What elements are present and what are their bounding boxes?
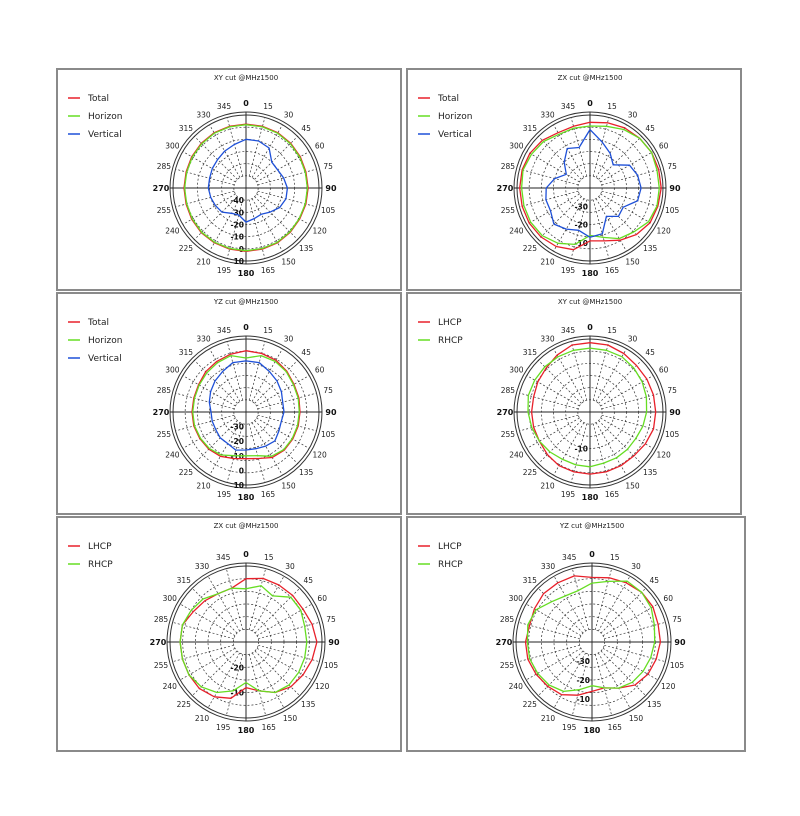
angle-label: 345 (216, 101, 232, 111)
grid-spoke (599, 197, 642, 240)
angle-label: 135 (301, 700, 316, 710)
angle-label: 345 (216, 325, 232, 335)
angle-label: 90 (325, 408, 337, 417)
angle-label: 120 (656, 450, 671, 460)
legend-label-vertical: Vertical (438, 130, 472, 140)
angle-label: 345 (560, 101, 576, 111)
angle-label: 135 (642, 244, 658, 254)
angle-label: 210 (196, 257, 211, 267)
angle-label: 330 (540, 334, 555, 344)
angle-label: 135 (647, 700, 662, 710)
polar-chart-zx-cut (406, 68, 742, 291)
radial-tick-label: -30 (230, 422, 244, 432)
angle-label: 255 (500, 429, 516, 439)
legend-label-total: Total (438, 94, 460, 104)
polar-plot (408, 518, 744, 750)
angle-label: 75 (672, 615, 682, 625)
radial-tick-label: -20 (230, 220, 244, 230)
radial-tick-label: -30 (576, 657, 590, 666)
angle-label: 120 (312, 450, 327, 460)
radial-tick-label: -20 (230, 437, 244, 447)
legend-label-horizon: Horizon (88, 336, 123, 346)
grid-spoke (519, 169, 578, 185)
radial-tick-label: 10 (233, 257, 244, 266)
angle-label: 345 (560, 325, 576, 335)
chart-title: ZX cut @MHz1500 (557, 74, 623, 82)
angle-label: 225 (178, 244, 194, 254)
grid-spoke (226, 569, 242, 630)
angle-label: 180 (581, 493, 599, 502)
angle-label: 75 (323, 162, 333, 172)
angle-label: 255 (153, 660, 169, 670)
angle-label: 345 (216, 552, 231, 562)
legend-label-vertical: Vertical (88, 130, 122, 140)
angle-label: 120 (656, 226, 671, 236)
angle-label: 180 (237, 269, 255, 278)
angle-label: 240 (509, 450, 524, 460)
angle-label: 120 (661, 682, 676, 691)
angle-label: 165 (604, 266, 620, 276)
angle-label: 75 (667, 386, 677, 396)
angle-label: 300 (509, 141, 524, 151)
angle-label: 270 (496, 408, 514, 417)
grid-spoke (255, 197, 298, 240)
grid-spoke (194, 136, 237, 179)
angle-label: 255 (500, 205, 516, 215)
grid-spoke (175, 393, 234, 409)
polar-chart-yz-cut-cp (406, 516, 746, 752)
angle-label: 60 (658, 141, 669, 151)
angle-label: 105 (669, 660, 685, 670)
angle-label: 195 (216, 723, 231, 733)
angle-label: 30 (283, 334, 294, 344)
angle-label: 30 (285, 561, 295, 571)
angle-label: 300 (508, 594, 523, 603)
angle-label: 45 (649, 575, 659, 585)
grid-spoke (249, 654, 265, 715)
angle-label: 90 (674, 638, 686, 647)
grid-spoke (595, 654, 611, 715)
angle-label: 165 (260, 490, 276, 500)
angle-label: 0 (243, 550, 249, 559)
angle-label: 285 (153, 615, 169, 625)
angle-label: 255 (156, 205, 172, 215)
series-line-lhcp (526, 576, 661, 695)
angle-label: 150 (625, 481, 640, 491)
polar-chart-xy-cut-cp (406, 292, 742, 515)
angle-label: 315 (178, 347, 194, 357)
angle-label: 30 (631, 561, 641, 571)
angle-label: 255 (499, 660, 515, 670)
angle-label: 180 (581, 269, 599, 278)
radial-tick-label: -10 (574, 444, 588, 454)
angle-label: 210 (540, 257, 555, 267)
angle-label: 225 (522, 700, 537, 710)
grid-spoke (255, 651, 300, 696)
grid-spoke (602, 169, 661, 185)
polar-chart-yz-cut (56, 292, 402, 515)
angle-label: 165 (607, 723, 622, 733)
angle-label: 0 (243, 99, 249, 108)
angle-label: 210 (540, 481, 555, 491)
angle-label: 330 (540, 561, 556, 571)
angle-label: 240 (508, 682, 523, 691)
angle-label: 225 (178, 468, 194, 478)
angle-label: 240 (165, 450, 180, 460)
angle-label: 195 (560, 490, 576, 500)
angle-label: 225 (522, 468, 538, 478)
angle-label: 330 (196, 334, 211, 344)
angle-label: 15 (607, 101, 617, 111)
angle-label: 30 (627, 334, 638, 344)
angle-label: 60 (314, 141, 325, 151)
angle-label: 315 (522, 575, 537, 585)
angle-label: 195 (560, 266, 576, 276)
angle-label: 105 (320, 429, 336, 439)
angle-label: 75 (667, 162, 677, 172)
polar-plot (58, 518, 400, 750)
grid-spoke (249, 424, 265, 483)
angle-label: 60 (658, 365, 669, 375)
grid-spoke (602, 393, 661, 409)
radial-tick-label: 0 (238, 244, 244, 254)
angle-label: 285 (156, 162, 172, 172)
radial-tick-label: 10 (233, 481, 244, 490)
angle-label: 45 (645, 123, 655, 133)
angle-label: 330 (196, 110, 211, 120)
angle-label: 15 (263, 101, 273, 111)
legend-label-rhcp: RHCP (438, 560, 463, 570)
angle-label: 300 (509, 365, 524, 375)
series-line-rhcp (180, 586, 307, 693)
angle-label: 60 (663, 594, 673, 603)
angle-label: 0 (589, 550, 595, 559)
angle-label: 135 (642, 468, 658, 478)
grid-spoke (258, 415, 317, 431)
radial-tick-label: -10 (230, 232, 244, 242)
angle-label: 30 (283, 110, 294, 120)
radial-tick-label: -20 (576, 676, 590, 685)
grid-spoke (175, 415, 234, 431)
legend-label-lhcp: LHCP (438, 318, 462, 328)
legend-label-total: Total (88, 94, 110, 104)
series-line-vertical (546, 130, 641, 238)
angle-label: 105 (320, 205, 336, 215)
angle-label: 330 (540, 110, 555, 120)
legend-label-vertical: Vertical (88, 354, 122, 364)
angle-label: 165 (261, 723, 276, 733)
angle-label: 240 (165, 226, 180, 236)
angle-label: 15 (263, 325, 273, 335)
angle-label: 315 (176, 575, 191, 585)
angle-label: 105 (323, 660, 339, 670)
angle-label: 0 (587, 323, 593, 332)
angle-label: 270 (496, 184, 514, 193)
grid-spoke (258, 645, 319, 661)
angle-label: 195 (562, 723, 577, 733)
grid-spoke (519, 191, 578, 207)
grid-spoke (593, 200, 609, 259)
legend-label-total: Total (88, 318, 110, 328)
angle-label: 165 (604, 490, 620, 500)
grid-spoke (538, 588, 583, 633)
chart-title: ZX cut @MHz1500 (213, 522, 279, 530)
angle-label: 165 (260, 266, 276, 276)
polar-chart-zx-cut-cp (56, 516, 402, 752)
series-line-horizon (522, 123, 660, 244)
angle-label: 135 (298, 244, 314, 254)
angle-label: 60 (317, 594, 327, 603)
angle-label: 210 (194, 714, 210, 724)
radial-tick-label: -10 (574, 238, 588, 248)
legend-label-lhcp: LHCP (88, 542, 112, 552)
polar-plot (408, 70, 740, 289)
angle-label: 285 (499, 615, 515, 625)
radial-tick-label: -10 (230, 688, 244, 698)
angle-label: 45 (645, 347, 655, 357)
angle-label: 0 (587, 99, 593, 108)
angle-label: 300 (165, 141, 180, 151)
grid-spoke (604, 622, 665, 638)
angle-label: 300 (162, 594, 177, 603)
angle-label: 150 (281, 257, 296, 267)
grid-spoke (599, 421, 642, 464)
grid-spoke (249, 341, 265, 400)
legend-label-horizon: Horizon (438, 112, 473, 122)
angle-label: 30 (627, 110, 638, 120)
grid-spoke (602, 415, 661, 431)
angle-label: 120 (315, 682, 330, 691)
angle-label: 225 (176, 700, 191, 710)
series-line-rhcp (527, 581, 654, 691)
angle-label: 210 (196, 481, 211, 491)
radial-tick-label: 0 (238, 466, 244, 476)
grid-spoke (599, 360, 642, 403)
angle-label: 90 (328, 638, 340, 647)
angle-label: 135 (298, 468, 314, 478)
angle-label: 195 (216, 266, 232, 276)
series-line-vertical (209, 361, 284, 450)
legend-label-rhcp: RHCP (88, 560, 113, 570)
grid-spoke (601, 588, 646, 633)
grid-spoke (602, 191, 661, 207)
angle-label: 270 (495, 638, 513, 647)
angle-label: 105 (664, 205, 680, 215)
radial-tick-label: -30 (230, 208, 244, 218)
polar-plot (408, 294, 740, 513)
angle-label: 150 (282, 714, 298, 724)
radial-tick-label: -40 (230, 196, 244, 206)
angle-label: 75 (326, 615, 336, 625)
angle-label: 210 (540, 714, 556, 724)
chart-title: YZ cut @MHz1500 (559, 522, 625, 530)
angle-label: 45 (301, 123, 311, 133)
angle-label: 285 (500, 386, 516, 396)
radial-tick-label: -10 (576, 695, 590, 704)
legend-label-rhcp: RHCP (438, 336, 463, 346)
chart-title: XY cut @MHz1500 (557, 298, 623, 306)
legend-label-horizon: Horizon (88, 112, 123, 122)
angle-label: 180 (237, 493, 255, 502)
radial-tick-label: -20 (574, 220, 588, 230)
grid-spoke (227, 341, 243, 400)
grid-spoke (572, 569, 588, 630)
angle-label: 120 (312, 226, 327, 236)
polar-plot (58, 70, 400, 289)
angle-label: 180 (583, 726, 601, 735)
chart-title: YZ cut @MHz1500 (213, 298, 279, 306)
angle-label: 75 (323, 386, 333, 396)
angle-label: 15 (610, 552, 620, 562)
angle-label: 90 (325, 184, 337, 193)
grid-spoke (258, 393, 317, 409)
grid-spoke (519, 415, 578, 431)
angle-label: 285 (500, 162, 516, 172)
angle-label: 330 (194, 561, 210, 571)
angle-label: 150 (625, 257, 640, 267)
grid-spoke (258, 622, 319, 638)
angle-label: 315 (178, 123, 194, 133)
angle-label: 150 (281, 481, 296, 491)
angle-label: 315 (522, 123, 538, 133)
angle-label: 240 (509, 226, 524, 236)
angle-label: 315 (522, 347, 538, 357)
radial-tick-label: -30 (574, 202, 588, 212)
chart-title: XY cut @MHz1500 (213, 74, 279, 82)
angle-label: 15 (264, 552, 274, 562)
angle-label: 60 (314, 365, 325, 375)
angle-label: 270 (152, 184, 170, 193)
angle-label: 180 (237, 726, 255, 735)
angle-label: 195 (216, 490, 232, 500)
angle-label: 90 (669, 184, 681, 193)
angle-label: 300 (165, 365, 180, 375)
radial-tick-label: -20 (230, 663, 244, 673)
angle-label: 270 (149, 638, 167, 647)
angle-label: 345 (562, 552, 577, 562)
radial-tick-label: -10 (230, 451, 244, 461)
legend-label-lhcp: LHCP (438, 542, 462, 552)
polar-plot (58, 294, 400, 513)
polar-chart-xy-cut (56, 68, 402, 291)
angle-label: 240 (162, 682, 177, 691)
angle-label: 15 (607, 325, 617, 335)
angle-label: 270 (152, 408, 170, 417)
angle-label: 105 (664, 429, 680, 439)
grid-spoke (249, 569, 265, 630)
angle-label: 150 (628, 714, 644, 724)
angle-label: 255 (156, 429, 172, 439)
angle-label: 285 (156, 386, 172, 396)
angle-label: 45 (301, 347, 311, 357)
grid-spoke (601, 651, 646, 696)
angle-label: 225 (522, 244, 538, 254)
angle-label: 90 (669, 408, 681, 417)
angle-label: 45 (303, 575, 313, 585)
grid-spoke (538, 136, 581, 179)
angle-label: 0 (243, 323, 249, 332)
